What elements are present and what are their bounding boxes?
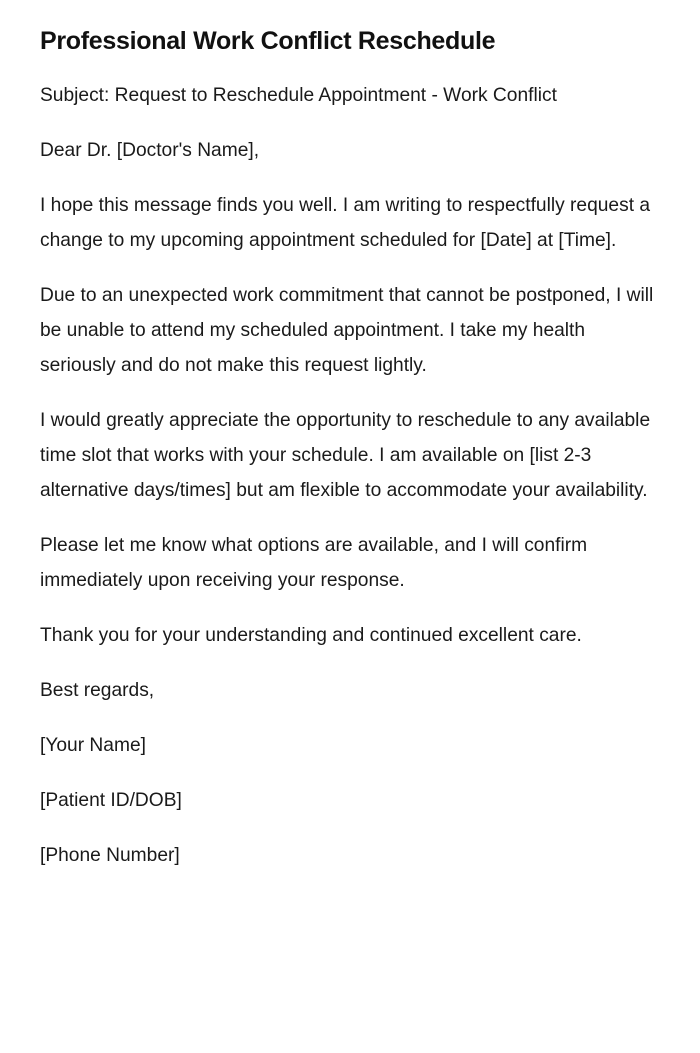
body-paragraph-reason: Due to an unexpected work commitment that cannot be postponed, I will be unable to attend my scheduled appointment. I take my health seriously and do not make this request lightly.: [40, 285, 654, 376]
body-paragraph-availability: I would greatly appreciate the opportunity to reschedule to any available time slot that works with your schedule. I am available on [list 2-3 alternative days/times] but am flexible to accommodate your availability.: [40, 410, 651, 501]
closing: Best regards,: [40, 680, 155, 701]
subject-line: Subject: Request to Reschedule Appointment - Work Conflict: [40, 85, 557, 106]
signature-phone: [Phone Number]: [40, 845, 180, 866]
salutation: Dear Dr. [Doctor's Name],: [40, 140, 260, 161]
signature-name: [Your Name]: [40, 735, 146, 756]
body-paragraph-intro: I hope this message finds you well. I am writing to respectfully request a change to my upcoming appointment scheduled for [Date] at [Time].: [40, 195, 651, 251]
document-title: Professional Work Conflict Reschedule: [40, 27, 496, 55]
body-paragraph-thanks: Thank you for your understanding and continued excellent care.: [40, 625, 582, 646]
body-paragraph-request: Please let me know what options are available, and I will confirm immediately upon receiving your response.: [40, 535, 588, 591]
signature-patient-id: [Patient ID/DOB]: [40, 790, 182, 811]
